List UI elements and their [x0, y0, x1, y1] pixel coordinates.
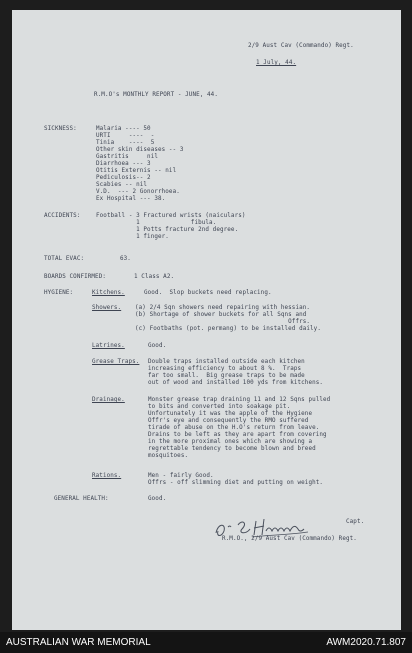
kitchens-label: Kitchens. — [92, 290, 125, 296]
total-evac-label: TOTAL EVAC: — [44, 256, 85, 262]
drainage-line: in the more proximal ones which are showing a — [148, 439, 313, 445]
general-health-value: Good. — [148, 496, 167, 502]
signature-role: R.M.O., 2/9 Aust Cav (Commando) Regt. — [222, 536, 357, 542]
rations-line: Offrs - off slimming diet and putting on weight. — [148, 480, 324, 486]
accidents-line: Football - 3 Fractured wrists (naiculars) — [96, 213, 246, 219]
accidents-line: 1 Potts fracture 2nd degree. — [96, 227, 239, 233]
sickness-line: Tinia ---- 5 — [96, 140, 155, 146]
sickness-line: Scabies -- nil — [96, 182, 148, 188]
drainage-line: tirade of abuse on the H.O's return from leave. — [148, 425, 320, 431]
hygiene-label: HYGIENE: — [44, 290, 74, 296]
sickness-line: Other skin diseases -- 3 — [96, 147, 184, 153]
drainage-line: Drains to be left as they are apart from covering — [148, 432, 327, 438]
sickness-line: Malaria ---- 50 — [96, 126, 151, 132]
general-health-label: GENERAL HEALTH: — [54, 496, 109, 502]
kitchens-text: Good. Slop buckets need replacing. — [144, 290, 272, 296]
showers-line: (b) Shortage of shower buckets for all Sqns and — [135, 312, 307, 318]
drainage-line: mosquitoes. — [148, 453, 189, 459]
rations-label: Rations. — [92, 473, 122, 479]
grease-traps-line: increasing efficiency to about 8 %. Traps — [148, 366, 302, 372]
rations-line: Men - fairly Good. — [148, 473, 214, 479]
showers-line: Offrs. — [135, 319, 311, 325]
drainage-label: Drainage. — [92, 397, 125, 403]
grease-traps-line: far too small. Big grease traps to be made — [148, 373, 305, 379]
drainage-line: Unfortunately it was the apple of the Hygiene — [148, 411, 313, 417]
accidents-label: ACCIDENTS: — [44, 213, 81, 219]
sickness-line: V.D. --- 2 Gonorrhoea. — [96, 189, 180, 195]
sickness-line: Gastritis nil — [96, 154, 158, 160]
drainage-line: to bits and converted into soakage pit. — [148, 404, 291, 410]
latrines-text: Good. — [148, 343, 167, 349]
showers-label: Showers. — [92, 305, 122, 311]
grease-traps-line: out of wood and installed 100 yds from kitchens. — [148, 380, 324, 386]
sickness-line: Diarrhoea --- 3 — [96, 161, 151, 167]
archive-name: AUSTRALIAN WAR MEMORIAL — [6, 637, 151, 648]
drainage-line: regrettable tendency to become blown and breed — [148, 446, 316, 452]
boards-value: 1 Class A2. — [134, 274, 175, 280]
grease-traps-line: Double traps installed outside each kitchen — [148, 359, 305, 365]
total-evac-value: 63. — [120, 256, 131, 262]
showers-line: (a) 2/4 Sqn showers need repairing with hessian. — [135, 305, 311, 311]
sickness-line: Ex Hospital --- 38. — [96, 196, 166, 202]
accidents-line: 1 fibula. — [96, 220, 217, 226]
boards-label: BOARDS CONFIRMED: — [44, 274, 106, 280]
accidents-line: 1 finger. — [96, 234, 169, 240]
sickness-label: SICKNESS: — [44, 126, 77, 132]
signature-rank: Capt. — [346, 519, 365, 525]
catalogue-number: AWM2020.71.807 — [326, 637, 406, 648]
grease-traps-label: Grease Traps. — [92, 359, 140, 365]
sickness-line: Otitis Externis -- nil — [96, 168, 177, 174]
drainage-line: Offr's eye and consequently the RMO suffered — [148, 418, 309, 424]
unit-heading: 2/9 Aust Cav (Commando) Regt. — [248, 43, 354, 49]
drainage-line: Monster grease trap draining 11 and 12 Sqns pulled — [148, 397, 331, 403]
archive-footer-bar — [0, 632, 412, 653]
sickness-line: URTI ---- - — [96, 133, 155, 139]
report-title: R.M.O's MONTHLY REPORT - JUNE, 44. — [94, 92, 218, 98]
sickness-line: Pediculosis-- 2 — [96, 175, 151, 181]
report-date: 1 July, 44. — [256, 60, 297, 66]
showers-line: (c) Footbaths (pot. permang) to be installed daily. — [135, 326, 321, 332]
latrines-label: Latrines. — [92, 343, 125, 349]
